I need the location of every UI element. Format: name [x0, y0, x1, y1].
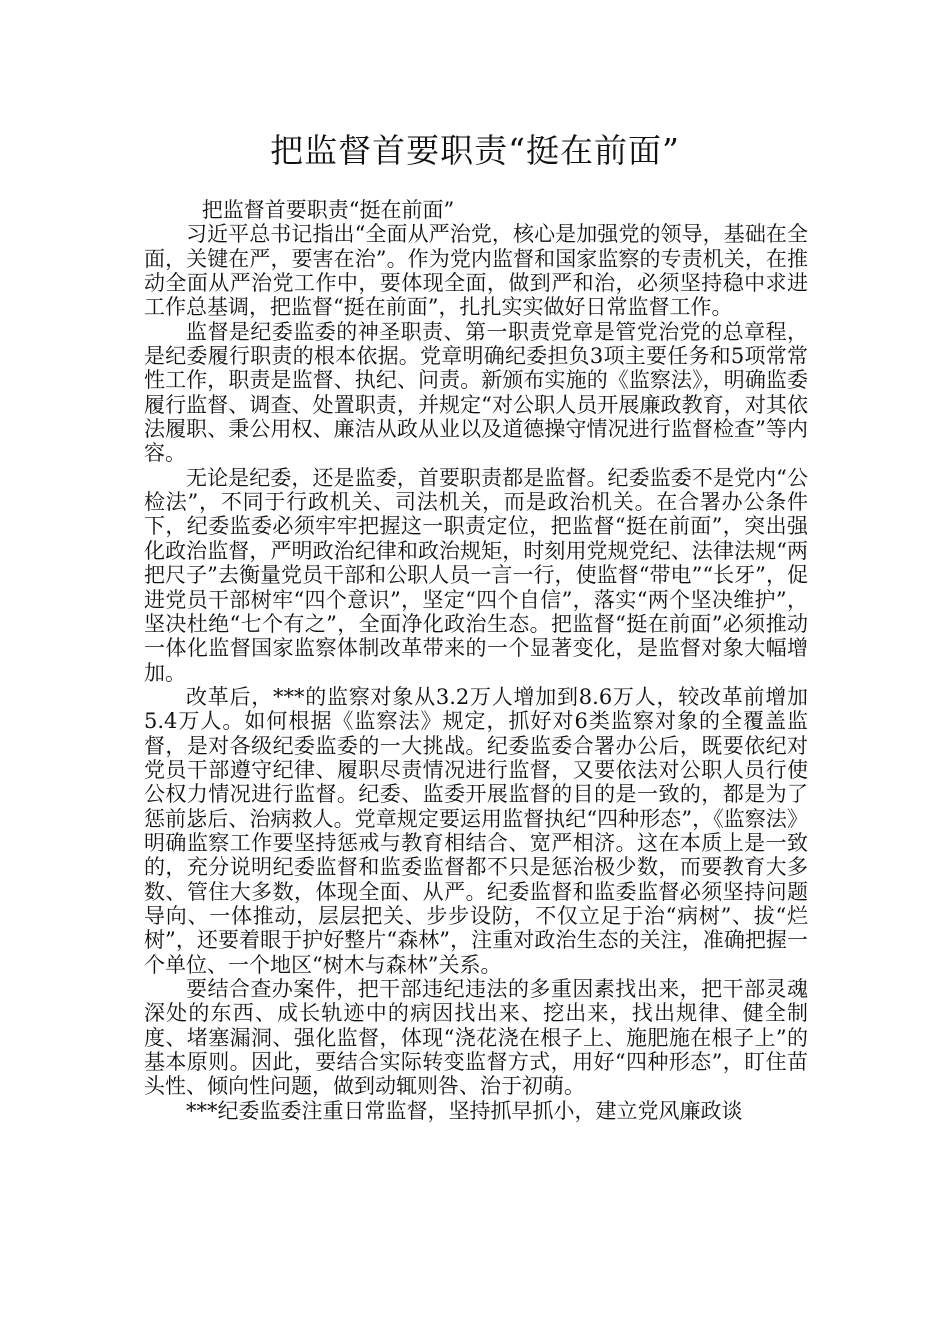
paragraph: 监督是纪委监委的神圣职责、第一职责党章是管党治党的总章程，是纪委履行职责的根本依据。党章明确纪委担负3项主要任务和5项常常性工作，职责是监督、执纪、问责。新颁布实施的《监察法》，明确监委履行监督、调查、处置职责，并规定“对公职人员开展廉政教育，对其依法履职、秉公用权、廉洁从政从业以及道德操守情况进行监督检查”等内容。: [144, 319, 808, 466]
document-title: 把监督首要职责“挺在前面”: [270, 131, 680, 170]
document-body: [144, 198, 808, 1123]
paragraph: 无论是纪委，还是监委，首要职责都是监督。纪委监委不是党内“公检法”，不同于行政机关、司法机关，而是政治机关。在合署办公条件下，纪委监委必须牢牢把握这一职责定位，把监督“挺在前面”，突出强化政治监督，严明政治纪律和政治规矩，时刻用党规党纪、法律法规“两把尺子”去衡量党员干部和公职人员一言一行，使监督“带电”“长牙”，促进党员干部树牢“四个意识”，坚定“四个自信”，落实“两个坚决维护”，坚决杜绝“七个有之”，全面净化政治生态。把监督“挺在前面”必须推动一体化监督国家监察体制改革带来的一个显著变化，是监督对象大幅增加。: [144, 465, 808, 685]
paragraph: 改革后，***的监察对象从3.2万人增加到8.6万人，较改革前增加5.4万人。如何根据《监察法》规定，抓好对6类监察对象的全覆盖监督，是对各级纪委监委的一大挑战。纪委监委合署办公后，既要依纪对党员干部遵守纪律、履职尽责情况进行监督，又要依法对公职人员行使公权力情况进行监督。纪委、监委开展监督的目的是一致的，都是为了惩前毖后、治病救人。党章规定要运用监督执纪“四种形态”，《监察法》明确监察工作要坚持惩戒与教育相结合、宽严相济。这在本质上是一致的，充分说明纪委监督和监委监督都不只是惩治极少数，而要教育大多数、管住大多数，体现全面、从严。纪委监督和监委监督必须坚持问题导向、一体推动，层层把关、步步设防，不仅立足于治“病树”、拔“烂树”，还要着眼于护好整片“森林”，注重对政治生态的关注，准确把握一个单位、一个地区“树木与森林”关系。: [144, 684, 808, 977]
paragraph: ***纪委监委注重日常监督，坚持抓早抓小，建立党风廉政谈: [186, 1098, 743, 1123]
paragraph: 习近平总书记指出“全面从严治党，核心是加强党的领导，基础在全面，关键在严，要害在治”。作为党内监督和国家监察的专责机关，在推动全面从严治党工作中，要体现全面，做到严和治，必须坚持稳中求进工作总基调，把监督“挺在前面”，扎扎实实做好日常监督工作。: [144, 222, 808, 320]
paragraph: 要结合查办案件，把干部违纪违法的多重因素找出来，把干部灵魂深处的东西、成长轨迹中的病因找出来、挖出来，找出规律、健全制度、堵塞漏洞、强化监督，体现“浇花浇在根子上、施肥施在根子上”的基本原则。因此，要结合实际转变监督方式，用好“四种形态”，盯住苗头性、倾向性问题，做到动辄则咎、治于初萌。: [144, 977, 808, 1099]
paragraph-subtitle: 把监督首要职责“挺在前面”: [201, 198, 455, 222]
